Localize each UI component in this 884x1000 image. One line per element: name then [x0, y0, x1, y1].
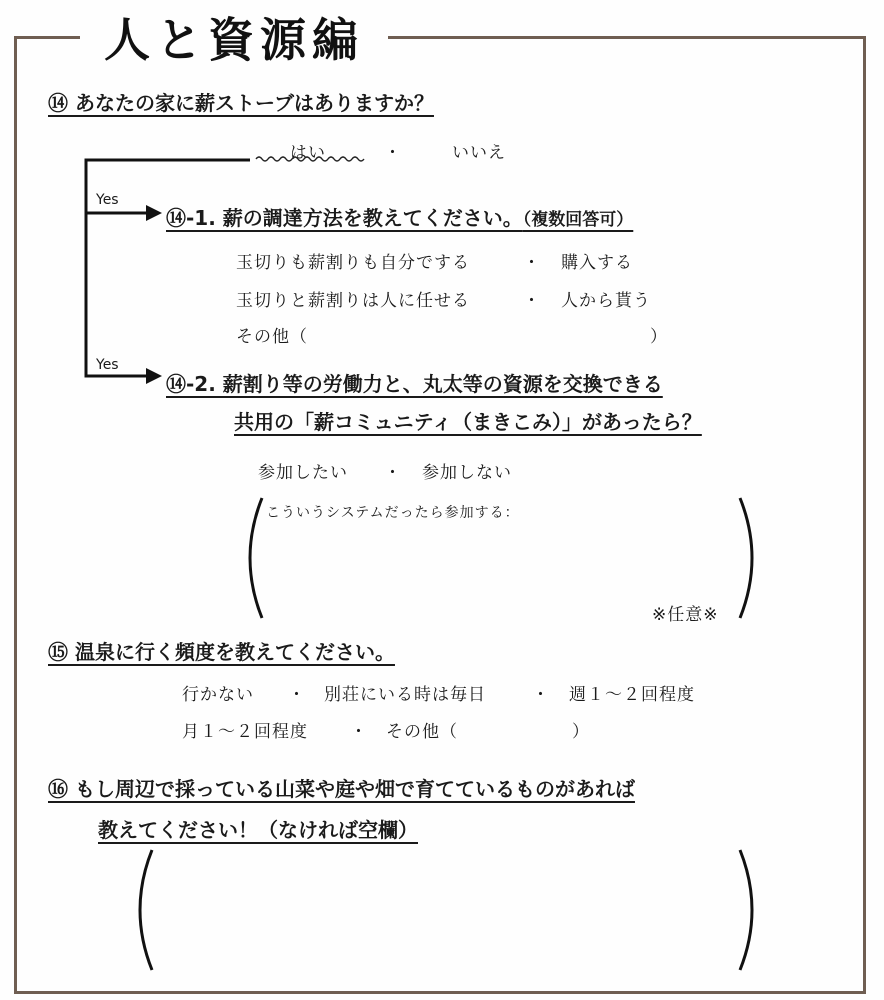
q14-2-option-join[interactable]: 参加したい: [258, 463, 348, 483]
q15-separator-2: ・: [532, 685, 550, 705]
q14-2-separator: ・: [384, 463, 402, 483]
q15-separator-3: ・: [350, 722, 368, 742]
q14-1-question-text: ⑭-1. 薪の調達方法を教えてください。: [166, 206, 523, 230]
q16-question-line1: ⑯ もし周辺で採っている山菜や庭や畑で育てているものがあれば: [48, 777, 635, 801]
q14-2-optional-note: ※任意※: [652, 605, 719, 625]
yes-label-1: Yes: [96, 192, 119, 208]
q15-question: ⑮ 温泉に行く頻度を教えてください。: [48, 640, 395, 664]
q14-1-separator-1: ・: [523, 253, 541, 273]
q14-2-free-prompt: こういうシステムだったら参加する：: [266, 505, 520, 521]
q14-1-question-note: （複数回答可）: [522, 210, 634, 230]
q14-1-option-buy[interactable]: 購入する: [561, 253, 633, 273]
q14-2-bracket-right: [734, 496, 764, 620]
yes-label-2: Yes: [96, 357, 119, 373]
q14-2-option-not-join[interactable]: 参加しない: [422, 463, 512, 483]
arrow-head-2: [146, 368, 162, 384]
q14-no-option[interactable]: いいえ: [452, 143, 506, 163]
q15-option-weekly[interactable]: 週１～２回程度: [569, 685, 695, 705]
q15-option-monthly[interactable]: 月１～２回程度: [182, 722, 308, 742]
q15-other-open: その他（: [386, 722, 458, 742]
q15-other-close: ）: [572, 722, 590, 742]
q15-option-never[interactable]: 行かない: [182, 685, 254, 705]
q15-separator-1: ・: [288, 685, 306, 705]
q14-separator: ・: [384, 143, 402, 163]
q14-1-separator-2: ・: [523, 291, 541, 311]
q16-bracket-right: [730, 848, 764, 972]
q14-yes-option[interactable]: はい: [290, 143, 326, 163]
q14-1-option-delegate[interactable]: 玉切りと薪割りは人に任せる: [236, 291, 470, 311]
q14-2-question-line1: ⑭-2. 薪割り等の労働力と、丸太等の資源を交換できる: [166, 372, 663, 396]
q14-1-other-close: ）: [650, 327, 668, 347]
q16-bracket-left: [128, 848, 162, 972]
q14-1-question: [166, 202, 633, 231]
yes-wavy-underline: [256, 157, 364, 161]
q16-free-input[interactable]: [165, 860, 725, 960]
page-title: 人と資源編: [104, 13, 364, 67]
q15-option-daily[interactable]: 別荘にいる時は毎日: [324, 685, 486, 705]
q14-2-bracket-left: [238, 496, 268, 620]
q14-1-other-input[interactable]: [322, 318, 642, 346]
q14-1-option-self[interactable]: 玉切りも薪割りも自分でする: [236, 253, 470, 273]
q14-1-other-open: その他（: [236, 327, 308, 347]
q14-1-option-receive[interactable]: 人から貰う: [561, 291, 651, 311]
q15-other-input[interactable]: [472, 713, 568, 741]
q14-2-question-line2: 共用の「薪コミュニティ（まきこみ）」があったら？: [234, 410, 702, 434]
arrow-head-1: [146, 205, 162, 221]
q16-question-line2: 教えてください！（なければ空欄）: [98, 818, 418, 842]
q14-question: ⑭ あなたの家に薪ストーブはありますか？: [48, 91, 434, 115]
